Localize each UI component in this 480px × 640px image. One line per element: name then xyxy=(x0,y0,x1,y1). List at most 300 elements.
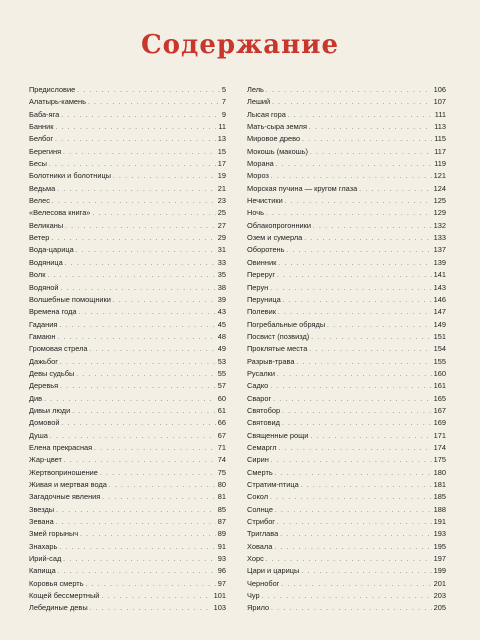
toc-entry xyxy=(29,146,226,158)
dot-leader xyxy=(102,492,215,504)
toc-entry-title: Стратим-птица xyxy=(247,480,299,489)
toc-entry xyxy=(29,232,226,244)
toc-entry-page-number: 39 xyxy=(217,294,226,304)
toc-entry-title: Мокошь (макошь) xyxy=(247,146,308,156)
toc-entry xyxy=(247,578,446,590)
toc-entry-page-number: 15 xyxy=(217,146,226,156)
toc-entry-title: Ярило xyxy=(247,603,270,613)
toc-entry-page-number: 80 xyxy=(217,480,226,489)
toc-entry xyxy=(29,96,226,108)
toc-entry-title: Гадания xyxy=(29,319,58,329)
toc-entry-page-number: 75 xyxy=(217,467,226,477)
toc-entry xyxy=(247,84,446,96)
toc-entry xyxy=(29,220,226,232)
toc-entry-page-number: 103 xyxy=(213,603,226,613)
toc-entry-title: Нечистики xyxy=(247,196,283,206)
toc-entry-page-number: 49 xyxy=(217,344,226,354)
toc-entry-page-number: 154 xyxy=(433,344,446,354)
dot-leader xyxy=(79,307,216,319)
dot-leader xyxy=(271,455,432,467)
toc-entry-title: Водяница xyxy=(29,257,63,267)
toc-entry-page-number: 205 xyxy=(433,603,446,613)
toc-entry-title: Ветер xyxy=(29,233,50,243)
toc-entry xyxy=(29,356,226,368)
toc-entry-page-number: 38 xyxy=(217,282,226,292)
toc-entry-page-number: 91 xyxy=(217,541,226,551)
toc-entry-page-number: 161 xyxy=(433,381,446,391)
dot-leader xyxy=(277,369,432,381)
toc-entry-title: Чернобог xyxy=(247,578,280,588)
dot-leader xyxy=(327,320,432,332)
dot-leader xyxy=(266,85,432,97)
toc-entry-title: Сирин xyxy=(247,455,269,465)
toc-entry xyxy=(247,220,446,232)
dot-leader xyxy=(57,184,216,196)
dot-leader xyxy=(76,369,216,381)
toc-entry xyxy=(29,491,226,503)
toc-entry xyxy=(247,491,446,503)
dot-leader xyxy=(301,480,432,492)
toc-entry xyxy=(247,565,446,577)
toc-entry-title: Хорс xyxy=(247,554,264,564)
toc-entry-page-number: 97 xyxy=(217,578,226,588)
dot-leader xyxy=(283,295,432,307)
toc-entry-page-number: 43 xyxy=(217,307,226,317)
toc-entry-title: Проклятые места xyxy=(247,344,308,354)
toc-entry-title: Полевик xyxy=(247,307,276,317)
toc-entry-page-number: 129 xyxy=(433,208,446,218)
toc-entry xyxy=(247,602,446,614)
toc-entry-title: Овинник xyxy=(247,257,277,267)
toc-entry-title: Цари и царицы xyxy=(247,566,300,576)
toc-column-left xyxy=(29,84,226,615)
toc-entry-title: Водяной xyxy=(29,282,59,292)
toc-entry-page-number: 93 xyxy=(217,554,226,564)
toc-entry-page-number: 169 xyxy=(433,418,446,428)
toc-entry-title: Лысая гора xyxy=(247,109,286,119)
dot-leader xyxy=(59,542,215,554)
toc-entry xyxy=(29,578,226,590)
toc-entry-page-number: 13 xyxy=(217,134,226,144)
toc-entry-page-number: 23 xyxy=(217,196,226,206)
toc-entry-title: Мировое древо xyxy=(247,134,301,144)
toc-entry xyxy=(29,319,226,331)
toc-entry xyxy=(247,232,446,244)
toc-entry-title: Перуница xyxy=(247,294,281,304)
dot-leader xyxy=(56,505,216,517)
toc-entry-page-number: 7 xyxy=(221,97,226,107)
toc-entry-title: Белбог xyxy=(29,134,54,144)
toc-entry-title: Перун xyxy=(247,282,269,292)
toc-entry-title: Сварог xyxy=(247,393,272,403)
toc-entry-title: Девы судьбы xyxy=(29,368,75,378)
toc-entry-page-number: 89 xyxy=(217,529,226,539)
toc-entry xyxy=(29,467,226,479)
toc-entry xyxy=(29,183,226,195)
toc-entry-title: Болотники и болотницы xyxy=(29,171,111,181)
dot-leader xyxy=(281,579,431,591)
toc-entry xyxy=(29,109,226,121)
dot-leader xyxy=(277,517,432,529)
toc-entry-page-number: 101 xyxy=(213,591,226,601)
toc-entry xyxy=(247,516,446,528)
dot-leader xyxy=(273,394,431,406)
toc-entry-page-number: 203 xyxy=(433,591,446,601)
toc-entry-page-number: 29 xyxy=(217,233,226,243)
dot-leader xyxy=(63,147,216,159)
toc-entry-title: Волшебные помощники xyxy=(29,294,111,304)
toc-entry xyxy=(29,269,226,281)
toc-entry xyxy=(247,319,446,331)
toc-entry-title: Ховала xyxy=(247,541,273,551)
toc-entry xyxy=(247,454,446,466)
toc-entry-title: Священные рощи xyxy=(247,430,309,440)
toc-entry-title: Чур xyxy=(247,591,260,601)
toc-entry-title: Семаргл xyxy=(247,442,277,452)
toc-entry-page-number: 180 xyxy=(433,467,446,477)
dot-leader xyxy=(271,603,432,615)
toc-entry-page-number: 167 xyxy=(433,405,446,415)
toc-entry-title: Вода-царица xyxy=(29,245,74,255)
toc-entry xyxy=(29,121,226,133)
toc-entry-page-number: 188 xyxy=(433,504,446,514)
dot-leader xyxy=(55,134,216,146)
toc-entry-page-number: 160 xyxy=(433,368,446,378)
toc-entry xyxy=(29,479,226,491)
toc-entry-title: Леший xyxy=(247,97,271,107)
dot-leader xyxy=(94,443,216,455)
toc-entry-title: Ирий-сад xyxy=(29,554,62,564)
toc-entry-page-number: 45 xyxy=(217,319,226,329)
dot-leader xyxy=(51,233,215,245)
toc-entry xyxy=(247,343,446,355)
toc-entry xyxy=(247,195,446,207)
toc-entry xyxy=(247,207,446,219)
toc-entry xyxy=(247,257,446,269)
toc-entry-page-number: 19 xyxy=(217,171,226,181)
toc-entry-title: Загадочные явления xyxy=(29,492,101,502)
toc-entry xyxy=(247,467,446,479)
toc-entry xyxy=(29,516,226,528)
toc-entry-page-number: 193 xyxy=(433,529,446,539)
toc-entry-title: Триглава xyxy=(247,529,279,539)
toc-entry xyxy=(29,590,226,602)
toc-entry xyxy=(29,565,226,577)
toc-entry xyxy=(247,442,446,454)
dot-leader xyxy=(272,97,432,109)
toc-entry-page-number: 117 xyxy=(434,146,446,156)
dot-leader xyxy=(270,381,431,393)
toc-entry-page-number: 111 xyxy=(434,109,446,119)
toc-entry-page-number: 81 xyxy=(217,492,226,502)
dot-leader xyxy=(109,480,216,492)
toc-entry-page-number: 21 xyxy=(217,183,226,193)
toc-entry-title: Святовид xyxy=(247,418,280,428)
toc-entry xyxy=(247,269,446,281)
dot-leader xyxy=(90,603,212,615)
toc-entry-page-number: 115 xyxy=(434,134,446,144)
dot-leader xyxy=(311,332,431,344)
dot-leader xyxy=(310,431,431,443)
toc-entry xyxy=(29,417,226,429)
toc-entry-title: Деревья xyxy=(29,381,59,391)
toc-entry-title: Мать-сыра земля xyxy=(247,122,307,132)
toc-entry-page-number: 151 xyxy=(433,331,446,341)
toc-entry xyxy=(29,331,226,343)
toc-entry-page-number: 133 xyxy=(433,233,446,243)
toc-entry xyxy=(247,380,446,392)
toc-entry xyxy=(29,528,226,540)
toc-entry-title: Великаны xyxy=(29,220,64,230)
toc-entry-title: Бесы xyxy=(29,159,47,169)
dot-leader xyxy=(359,184,431,196)
toc-entry-page-number: 125 xyxy=(433,196,446,206)
toc-entry xyxy=(29,306,226,318)
toc-entry-page-number: 11 xyxy=(218,122,226,132)
toc-entry-page-number: 147 xyxy=(433,307,446,317)
toc-entry xyxy=(247,109,446,121)
toc-entry-page-number: 199 xyxy=(433,566,446,576)
toc-entry xyxy=(247,306,446,318)
toc-entry xyxy=(29,257,226,269)
dot-leader xyxy=(101,591,211,603)
dot-leader xyxy=(63,554,216,566)
toc-entry-title: Банник xyxy=(29,122,54,132)
toc-entry-page-number: 9 xyxy=(221,109,226,119)
toc-entry-page-number: 141 xyxy=(433,270,446,280)
toc-entry-page-number: 149 xyxy=(433,319,446,329)
toc-entry-page-number: 57 xyxy=(217,381,226,391)
toc-entry xyxy=(247,479,446,491)
dot-leader xyxy=(65,221,216,233)
toc-entry-title: Посвист (позвизд) xyxy=(247,331,310,341)
toc-entry-page-number: 25 xyxy=(217,208,226,218)
toc-entry-title: Змей горыныч xyxy=(29,529,79,539)
toc-entry-page-number: 174 xyxy=(433,442,446,452)
toc-entry-title: Смерть xyxy=(247,467,273,477)
toc-entry-page-number: 53 xyxy=(217,356,226,366)
toc-entry-page-number: 55 xyxy=(217,368,226,378)
dot-leader xyxy=(47,270,215,282)
toc-entry xyxy=(247,417,446,429)
toc-entry xyxy=(247,282,446,294)
toc-entry xyxy=(29,84,226,96)
toc-entry-page-number: 175 xyxy=(433,455,446,465)
toc-entry-title: Оборотень xyxy=(247,245,285,255)
toc-entry xyxy=(247,393,446,405)
toc-entry-page-number: 143 xyxy=(433,282,446,292)
toc-entry xyxy=(247,356,446,368)
toc-entry xyxy=(247,158,446,170)
toc-entry-title: Дажьбог xyxy=(29,356,58,366)
toc-entry-title: Знахарь xyxy=(29,541,58,551)
toc-entry-title: Лель xyxy=(247,85,264,94)
toc-entry-title: Облакопрогонники xyxy=(247,220,312,230)
toc-entry-title: Душа xyxy=(29,430,48,440)
toc-entry-page-number: 71 xyxy=(217,442,226,452)
dot-leader xyxy=(287,245,432,257)
toc-entry-page-number: 106 xyxy=(433,85,446,94)
dot-leader xyxy=(285,196,432,208)
toc-entry xyxy=(247,541,446,553)
toc-entry-page-number: 74 xyxy=(217,455,226,465)
toc-entry-page-number: 181 xyxy=(433,480,446,489)
toc-entry-title: Сокол xyxy=(247,492,269,502)
toc-entry xyxy=(29,454,226,466)
toc-entry-title: Велес xyxy=(29,196,50,206)
toc-entry xyxy=(29,553,226,565)
toc-entry-title: Кощей бессмертный xyxy=(29,591,100,601)
toc-entry-page-number: 48 xyxy=(217,331,226,341)
toc-entry-page-number: 201 xyxy=(433,578,446,588)
dot-leader xyxy=(60,357,216,369)
dot-leader xyxy=(270,492,432,504)
toc-entry-page-number: 185 xyxy=(433,492,446,502)
toc-entry-page-number: 67 xyxy=(217,430,226,440)
toc-entry-title: Жертвоприношение xyxy=(29,467,98,477)
toc-entry-title: Святобор xyxy=(247,405,281,415)
toc-entry xyxy=(247,146,446,158)
toc-entry-title: Гамаюн xyxy=(29,331,56,341)
toc-entry xyxy=(29,170,226,182)
toc-entry-title: Громовая стрела xyxy=(29,344,88,354)
toc-entry-title: Морана xyxy=(247,159,274,169)
dot-leader xyxy=(274,542,431,554)
toc-entry-page-number: 5 xyxy=(221,85,226,94)
dot-leader xyxy=(56,122,217,134)
toc-entry xyxy=(247,244,446,256)
toc-entry xyxy=(247,368,446,380)
dot-leader xyxy=(309,344,431,356)
toc-entry-title: Алатырь-камень xyxy=(29,97,86,107)
toc-entry-title: Мороз xyxy=(247,171,269,181)
toc-entry xyxy=(247,294,446,306)
toc-entry-page-number: 132 xyxy=(433,220,446,230)
toc-entry-title: Коровья смерть xyxy=(29,578,84,588)
toc-entry-page-number: 146 xyxy=(433,294,446,304)
dot-leader xyxy=(278,258,431,270)
dot-leader xyxy=(76,245,216,257)
dot-leader xyxy=(113,295,216,307)
toc-entry-title: Озем и сумерла xyxy=(247,233,303,243)
toc-entry-title: Капища xyxy=(29,566,56,576)
toc-entry-title: Зевана xyxy=(29,517,54,527)
toc-entry-page-number: 35 xyxy=(217,270,226,280)
toc-entry-page-number: 27 xyxy=(217,220,226,230)
toc-entry-title: Звезды xyxy=(29,504,55,514)
dot-leader xyxy=(309,122,432,134)
toc-entry-title: Живая и мертвая вода xyxy=(29,480,107,489)
dot-leader xyxy=(276,159,432,171)
toc-entry-title: Погребальные обряды xyxy=(247,319,326,329)
toc-entry xyxy=(247,590,446,602)
dot-leader xyxy=(113,171,216,183)
toc-entry xyxy=(29,405,226,417)
toc-entry-title: Разрыв-трава xyxy=(247,356,295,366)
toc-entry-title: Волк xyxy=(29,270,46,280)
toc-entry-page-number: 119 xyxy=(434,159,446,169)
toc-entry-title: Баба-яга xyxy=(29,109,60,119)
dot-leader xyxy=(80,529,216,541)
toc-entry xyxy=(29,602,226,614)
dot-leader xyxy=(313,221,432,233)
toc-entry-title: Морская пучина — кругом глаза xyxy=(247,183,358,193)
toc-entry xyxy=(247,504,446,516)
toc-entry xyxy=(29,207,226,219)
dot-leader xyxy=(88,97,220,109)
toc-entry xyxy=(29,294,226,306)
dot-leader xyxy=(277,270,432,282)
dot-leader xyxy=(61,110,220,122)
toc-entry-page-number: 171 xyxy=(433,430,446,440)
toc-entry xyxy=(29,393,226,405)
toc-entry xyxy=(29,430,226,442)
toc-entry-title: Див xyxy=(29,393,43,403)
toc-entry-page-number: 17 xyxy=(217,159,226,169)
toc-entry-title: Елена прекрасная xyxy=(29,442,93,452)
toc-entry xyxy=(29,541,226,553)
toc-entry-title: Русалки xyxy=(247,368,276,378)
toc-entry-title: Дивьи люди xyxy=(29,405,71,415)
toc-entry-page-number: 197 xyxy=(433,554,446,564)
dot-leader xyxy=(282,406,432,418)
toc-entry-title: Переруг xyxy=(247,270,276,280)
toc-entry xyxy=(29,442,226,454)
toc-entry-title: «Велесова книга» xyxy=(29,208,91,218)
toc-entry xyxy=(247,96,446,108)
dot-leader xyxy=(59,320,215,332)
toc-entry xyxy=(29,158,226,170)
dot-leader xyxy=(77,85,220,97)
toc-entry xyxy=(29,195,226,207)
toc-entry xyxy=(29,380,226,392)
dot-leader xyxy=(288,110,433,122)
toc-entry xyxy=(247,528,446,540)
dot-leader xyxy=(270,283,431,295)
dot-leader xyxy=(72,406,216,418)
toc-entry-page-number: 96 xyxy=(217,566,226,576)
toc-entry-page-number: 31 xyxy=(217,245,226,255)
toc-entry xyxy=(247,331,446,343)
toc-entry xyxy=(247,133,446,145)
toc-entry-page-number: 85 xyxy=(217,504,226,514)
dot-leader xyxy=(60,381,216,393)
toc-entry-page-number: 139 xyxy=(433,257,446,267)
toc-entry-page-number: 107 xyxy=(433,97,446,107)
toc-entry xyxy=(29,244,226,256)
dot-leader xyxy=(61,418,215,430)
toc-entry xyxy=(29,133,226,145)
toc-entry-title: Солнце xyxy=(247,504,273,514)
dot-leader xyxy=(100,468,216,480)
toc-entry-title: Берегиня xyxy=(29,146,62,156)
toc-entry-page-number: 191 xyxy=(433,517,446,527)
toc-entry xyxy=(29,343,226,355)
toc-entry-title: Лебединые девы xyxy=(29,603,88,613)
dot-leader xyxy=(262,591,432,603)
dot-leader xyxy=(56,517,216,529)
toc-entry xyxy=(29,368,226,380)
toc-entry-page-number: 33 xyxy=(217,257,226,267)
toc-entry-title: Домовой xyxy=(29,418,60,428)
dot-leader xyxy=(279,443,432,455)
dot-leader xyxy=(86,579,216,591)
dot-leader xyxy=(310,147,432,159)
toc-entry-page-number: 124 xyxy=(433,183,446,193)
dot-leader xyxy=(304,233,431,245)
toc-entry-page-number: 113 xyxy=(434,122,446,132)
dot-leader xyxy=(280,529,431,541)
